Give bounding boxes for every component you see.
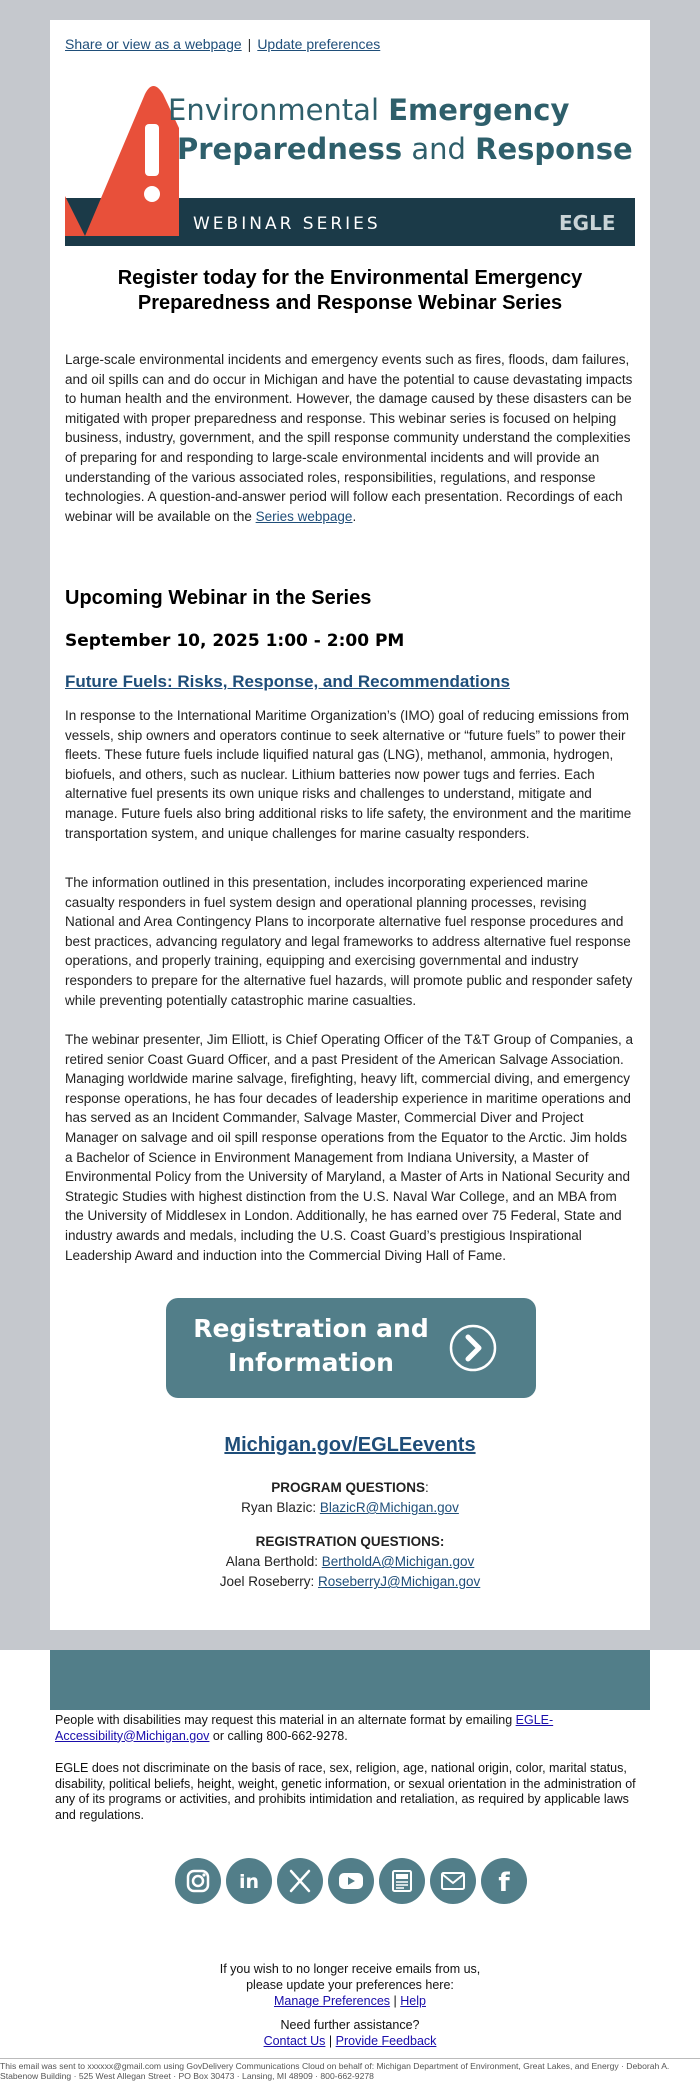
email-icon[interactable]	[430, 1858, 476, 1904]
registration-contact-email[interactable]: RoseberryJ@Michigan.gov	[318, 1574, 481, 1589]
help-link[interactable]: Help	[400, 1994, 426, 2008]
webinar-date: September 10, 2025 1:00 - 2:00 PM	[65, 631, 405, 651]
svg-text:f: f	[498, 1868, 510, 1898]
registration-button[interactable]	[166, 1298, 536, 1398]
registration-button-label: Registration and Information	[193, 1314, 429, 1377]
email-card	[50, 20, 650, 1630]
webinar-banner	[65, 76, 635, 246]
events-link-wrap	[65, 1434, 635, 1457]
registration-contact-name: Joel Roseberry:	[219, 1574, 318, 1589]
webinar-paragraph-1: In response to the International Maritime Organization’s (IMO) goal of reducing emissions from vessels, ship owners and operators continue to seek alternative or “future fuels” to power their fleets. These future fuels include liquified natural gas (LNG), methanol, ammonia, hydrogen, biofuels, and others, such as nuclear. Lithium batteries now power tugs and ferries. Each alternative fuel presents its own unique risks and challenges to understand, mitigate and manage. Future fuels also bring additional risks to life safety, the environment and the maritime transportation system, and unique challenges for marine casualty responders.	[65, 708, 632, 841]
sent-notice: This email was sent to xxxxxx@gmail.com using GovDelivery Communications Cloud on behalf of: Michigan Department of Environment, Great Lakes, and Energy · Deborah A. Stabenow Building · 525 West Allegan Street · PO Box 30473 · Lansing, MI 48909 · 800-662-9278	[0, 2058, 700, 2081]
nondiscrimination-notice: EGLE does not discriminate on the basis of race, sex, religion, age, national origin, color, marital status, disability, political beliefs, height, weight, genetic information, or sexual orientation in the administration of any of its programs or activities, and prohibits intimidation and retaliation, as required by applicable laws and regulations.	[55, 1761, 636, 1822]
top-links	[65, 36, 380, 52]
chevron-right-icon	[449, 1324, 497, 1372]
registration-contact-name: Alana Berthold:	[225, 1554, 322, 1569]
webinar-paragraph-3: The webinar presenter, Jim Elliott, is Chief Operating Officer of the T&T Group of Companies, a retired senior Coast Guard Officer, and a past President of the American Salvage Association. Managing worldwide marine salvage, firefighting, heavy lift, commercial diving, and emergency response operations, he has four decades of leadership experience in maritime operations and has served as an Incident Commander, Salvage Master, Commercial Diver and Project Manager on salvage and oil spill response operations from the Equator to the Arctic. Jim holds a Bachelor of Science in Environment Management from Indiana University, a Master of Environmental Policy from the University of Maryland, a Master of Arts in National Security and Strategic Studies with highest distinction from the U.S. Naval War College, and an MBA from the University of Middlesex in London. Additionally, he has earned over 75 Federal, State and industry awards and medals, including the U.S. Coast Guard’s prestigious Inspirational Leadership Award and induction into the Commercial Diving Hall of Fame.	[65, 1032, 634, 1263]
provide-feedback-link[interactable]: Provide Feedback	[335, 2034, 437, 2048]
social-icons-row	[175, 1858, 535, 1906]
linkedin-icon[interactable]	[226, 1858, 272, 1904]
facebook-icon[interactable]	[481, 1858, 527, 1904]
update-preferences-link[interactable]: Update preferences	[257, 36, 381, 52]
program-questions: PROGRAM QUESTIONS: Ryan Blazic: BlazicR@Michigan.gov	[241, 1480, 459, 1515]
banner-subtitle: WEBINAR SERIES	[193, 214, 381, 234]
accessibility-email-link[interactable]: EGLE-Accessibility@Michigan.gov	[55, 1713, 554, 1743]
unsubscribe-block: If you wish to no longer receive emails from us, please update your preferences here: Manage Preferences | Help	[219, 1962, 481, 2008]
contact-us-link[interactable]: Contact Us	[263, 2034, 326, 2048]
registration-contact-email[interactable]: BertholdA@Michigan.gov	[321, 1554, 475, 1569]
assistance-block: Need further assistance? Contact Us | Provide Feedback	[263, 2018, 437, 2048]
register-title: Register today for the Environmental Emergency Preparedness and Response Webinar Series	[117, 267, 583, 314]
newsletter-icon[interactable]	[379, 1858, 425, 1904]
upcoming-heading: Upcoming Webinar in the Series	[65, 587, 372, 609]
series-webpage-link[interactable]: Series webpage	[255, 508, 353, 524]
link-separator: |	[247, 36, 252, 52]
webinar-title-link[interactable]: Future Fuels: Risks, Response, and Recommendations	[65, 672, 510, 691]
x-icon[interactable]	[277, 1858, 323, 1904]
banner-title-line2: Preparedness and Response	[177, 132, 633, 166]
banner-title-line1: Environmental Emergency	[168, 93, 570, 127]
share-webpage-link[interactable]: Share or view as a webpage	[65, 36, 242, 52]
accessibility-notice: People with disabilities may request this material in an alternate format by emailing EGLE-Accessibility@Michigan.gov or calling 800-662-9278.	[55, 1713, 554, 1743]
program-contact-name: Ryan Blazic:	[241, 1500, 320, 1515]
footer-teal-band	[50, 1650, 650, 1710]
intro-paragraph: Large-scale environmental incidents and emergency events such as fires, floods, dam failures, and oil spills can and do occur in Michigan and have the potential to cause devastating impacts to human health and the environment. However, the damage caused by these disasters can be mitigated with proper preparedness and response. This webinar series is focused on helping business, industry, government, and the spill response community understand the complexities of preparing for and responding to large-scale environmental incidents and will provide an understanding of the various associated roles, responsibilities, regulations, and response technologies. A question-and-answer period will follow each presentation. Recordings of each webinar will be available on the Series webpage.	[65, 352, 633, 524]
registration-questions	[65, 1532, 635, 1592]
program-contact-email[interactable]: BlazicR@Michigan.gov	[319, 1500, 459, 1515]
manage-preferences-link[interactable]: Manage Preferences	[274, 1994, 391, 2008]
program-questions-heading: PROGRAM QUESTIONS	[271, 1480, 425, 1495]
registration-questions-heading: REGISTRATION QUESTIONS:	[255, 1534, 445, 1549]
svg-text:in: in	[238, 1871, 260, 1893]
egle-logo: EGLE	[559, 211, 616, 235]
webinar-paragraph-2: The information outlined in this presentation, includes incorporating experienced marine casualty responders in fuel system design and operational planning processes, revising National and Area Contingency Plans to incorporate alternative fuel response procedures and best practices, advancing regulatory and legal frameworks to address alternative fuel response operations, and properly training, equipping and exercising governmental and industry responders to prepare for the alternative fuel hazards, will promote public and responder safety while preventing potentially catastrophic marine casualties.	[65, 875, 633, 1008]
egle-events-link[interactable]: Michigan.gov/EGLEevents	[224, 1434, 476, 1456]
instagram-icon[interactable]	[175, 1858, 221, 1904]
youtube-icon[interactable]	[328, 1858, 374, 1904]
